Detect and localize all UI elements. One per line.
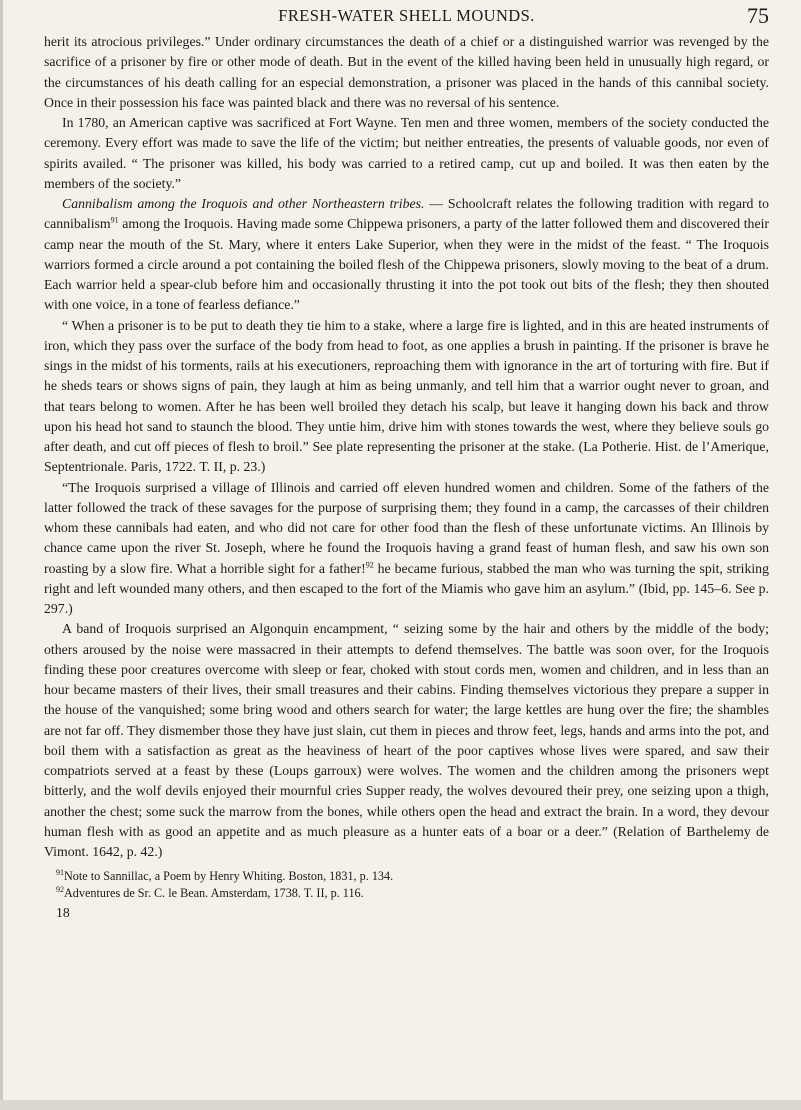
text-run: he became furious, stabbed the man who was turning the spit, striking right and left wounded many others, and then escaped to the fort of the Miamis who gave him an asylum.” (Ibid, pp. 145–6. See p. 297.) <box>44 560 769 616</box>
text-run: herit its atrocious privileges.” Under ordinary circumstances the death of a chief or a distinguished warrior was revenged by the sacrifice of a prisoner by fire or other mode of death. But in the event of the killed having been held in unusually high regard, or the circumstances of his death calling for an especial demonstration, a prisoner was placed in the hands of this cannibal society. Once in their possession his face was painted black and there was no reversal of his sentence. <box>44 34 769 110</box>
paragraph <box>44 619 769 862</box>
text-run: — Schoolcraft relates the following tradition with regard to cannibalism <box>44 196 769 232</box>
running-header <box>44 2 769 32</box>
text-run: A band of Iroquois surprised an Algonquin encampment, “ seizing some by the hair and others by the middle of the body; others aroused by the noise were massacred in their attempts to defend themselves. The battle was soon over, for the Iroquois finding these poor creatures overcome with sleep or fear, choked with stout cords men, women and children, and in less than an hour became masters of their lives, their small treasures and their cabins. Finding themselves victorious they prepare a supper in the house of the vanquished; some bring wood and others search for water; the large kettles are hung over the fire; the shambles are not far off. They dismember those they have just slain, cut them in pieces and throw feet, legs, hands and arms into the pot, and boil them with a satisfaction as great as the heaviness of heart of the poor captives whose lives were spared, and saw their compatriots served at a feast by these (Loups garroux) were wolves. The women and the children among the prisoners wept bitterly, and the wolf devils enjoyed their mournful cries Supper ready, the wolves devoured their prey, one seizing upon a thigh, another the chest; some suck the marrow from the bones, while others open the head and extract the brain. In a word, they devour human flesh with as good an appetite and as much pleasure as a hunter eats of a boar or a deer.” (Relation of Barthelemy de Vimont. 1642, p. 42.) <box>44 621 769 859</box>
footnote-ref: 91 <box>110 215 119 225</box>
book-page <box>44 0 769 1110</box>
paragraph <box>44 32 769 113</box>
footnote <box>44 885 769 902</box>
footnote-text: Note to Sannillac, a Poem by Henry Whiting. Boston, 1831, p. 134. <box>64 869 394 884</box>
section-heading: Cannibalism among the Iroquois and other Northeastern tribes. <box>62 196 425 211</box>
footnote <box>44 868 769 885</box>
signature-mark: 18 <box>56 905 70 921</box>
footnote-text: Adventures de Sr. C. le Bean. Amsterdam, 1738. T. II, p. 116. <box>64 886 364 901</box>
footnote-number: 91 <box>56 868 64 878</box>
body-text <box>44 32 769 862</box>
paragraph <box>44 316 769 478</box>
running-title: FRESH-WATER SHELL MOUNDS. <box>278 6 535 25</box>
page-bottom-edge <box>0 1100 801 1110</box>
footnote-ref: 92 <box>365 559 374 569</box>
paragraph <box>44 478 769 620</box>
text-run: among the Iroquois. Having made some Chippewa prisoners, a party of the latter followed them and discovered their camp near the mouth of the St. Mary, where it enters Lake Superior, when they were in the midst of the feast. “ The Iroquois warriors formed a circle around a pot containing the boiled flesh of the Chippewa prisoners, slowly moving to the beat of a drum. Each warrior held a spear-club before him and occasionally thrusting it into the pot took out bits of the flesh; they then shouted with one voice, in a tone of fearless defiance.” <box>44 216 769 313</box>
text-run: In 1780, an American captive was sacrificed at Fort Wayne. Ten men and three women, members of the society conducted the ceremony. Every effort was made to save the life of the victim; but neither entreaties, the presents of valuable goods, nor even of spirits availed. “ The prisoner was killed, his body was carried to a retired camp, cut up and boiled. It was then eaten by the members of the society.” <box>44 115 769 191</box>
footnote-number: 92 <box>56 885 64 895</box>
paragraph <box>44 194 769 316</box>
paragraph <box>44 113 769 194</box>
page-number: 75 <box>747 3 769 28</box>
footnotes <box>44 868 769 902</box>
text-run: “The Iroquois surprised a village of Illinois and carried off eleven hundred women and children. Some of the fathers of the latter followed the track of these savages for the purpose of surprising them; they found in a camp, the carcasses of their children whom these cannibals had eaten, and who did not care for other food than the flesh of these unfortunate victims. An Illinois by chance came upon the river St. Joseph, where he found the Iroquois having a grand feast of human flesh, and saw his own son roasting by a slow fire. What a horrible sight for a father! <box>44 479 769 576</box>
text-run: “ When a prisoner is to be put to death they tie him to a stake, where a large fire is lighted, and in this are heated instruments of iron, which they pass over the surface of the body from head to foot, as one applies a brush in painting. If the prisoner is brave he sings in the midst of his torments, rails at his executioners, reproaching them with ignorance in the art of torturing with fire. But if he sheds tears or shows signs of pain, they laugh at him as being unmanly, and tell him that a warrior ought never to groan, and that tears belong to women. After he has been well broiled they detach his scalp, but leave it hanging down his back and throw upon his head hot sand to staunch the blood. They untie him, drive him with stones towards the west, where they believe souls go after death, and cut off pieces of flesh to broil.” See plate representing the prisoner at the stake. (La Potherie. Hist. de l’Amerique, Septentrionale. Paris, 1722. T. II, p. 23.) <box>44 317 769 475</box>
page-edge-shadow <box>0 0 3 1110</box>
